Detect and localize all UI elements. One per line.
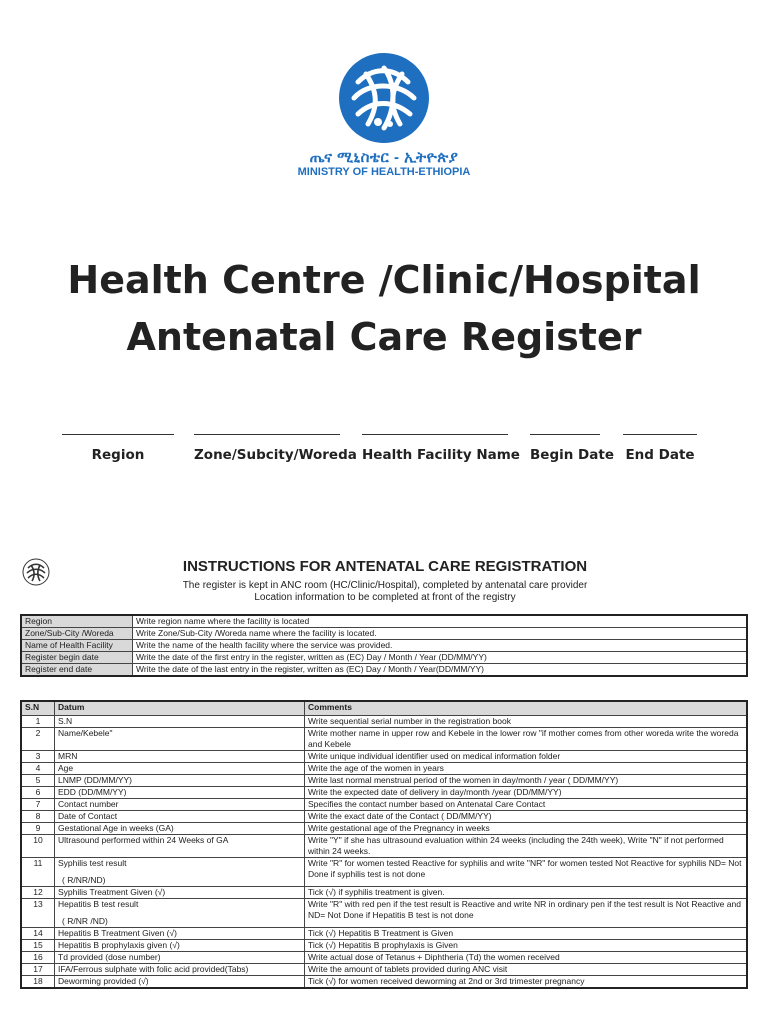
row-datum <box>55 787 305 799</box>
row-sn: 15 <box>21 940 55 952</box>
end-date-field[interactable] <box>623 434 697 463</box>
row-comment: Tick (√) if syphilis treatment is given. <box>305 887 748 899</box>
row-comment: Specifies the contact number based on Antenatal Care Contact <box>305 799 748 811</box>
row-datum-text: S.N <box>58 716 73 726</box>
location-label: Register begin date <box>21 652 133 664</box>
row-datum-text: EDD (DD/MM/YY) <box>58 787 127 797</box>
row-comment: Write actual dose of Tetanus + Diphtheria (Td) the women received <box>305 952 748 964</box>
row-datum-text: Date of Contact <box>58 811 118 821</box>
row-comment: Tick (√) Hepatitis B Treatment is Given <box>305 928 748 940</box>
row-datum <box>55 775 305 787</box>
row-sn: 9 <box>21 823 55 835</box>
row-sn: 8 <box>21 811 55 823</box>
location-row <box>21 664 747 677</box>
instructions-sub-1: The register is kept in ANC room (HC/Clinic/Hospital), completed by antenatal care provider <box>182 580 588 591</box>
table-row <box>21 823 747 835</box>
ministry-emblem-icon <box>338 52 430 144</box>
header-sn: S.N <box>21 701 55 716</box>
row-datum-sub: ( R/NR/ND) <box>62 875 106 885</box>
row-datum-text: Gestational Age in weeks (GA) <box>58 823 174 833</box>
location-instruction: Write the date of the last entry in the register, written as (EC) Day / Month / Year(DD/MM/YY) <box>133 664 748 677</box>
table-row <box>21 976 747 989</box>
datum-table-header <box>21 701 747 716</box>
table-row <box>21 775 747 787</box>
table-row <box>21 716 747 728</box>
row-datum <box>55 835 305 858</box>
zone-line <box>194 434 340 435</box>
row-comment: Write the expected date of delivery in day/month /year (DD/MM/YY) <box>305 787 748 799</box>
row-sn: 2 <box>21 728 55 751</box>
row-datum <box>55 899 305 928</box>
row-comment: Write unique individual identifier used on medical information folder <box>305 751 748 763</box>
location-label: Name of Health Facility <box>21 640 133 652</box>
header-datum: Datum <box>55 701 305 716</box>
region-label: Region <box>91 447 145 463</box>
row-sn: 10 <box>21 835 55 858</box>
row-datum-text: Contact number <box>58 799 119 809</box>
row-datum-sub: ( R/NR /ND) <box>62 916 108 926</box>
location-instruction: Write the date of the first entry in the register, written as (EC) Day / Month / Year (DD/MM/YY) <box>133 652 748 664</box>
row-datum <box>55 811 305 823</box>
row-datum-text: Hepatitis B Treatment Given (√) <box>58 928 177 938</box>
row-datum <box>55 928 305 940</box>
location-row <box>21 652 747 664</box>
row-datum <box>55 751 305 763</box>
row-datum <box>55 716 305 728</box>
row-datum <box>55 858 305 887</box>
logo-amharic-text: ጤና ሚኒስቴር - ኢትዮጵያ <box>309 149 459 166</box>
table-row <box>21 728 747 751</box>
row-sn: 12 <box>21 887 55 899</box>
ministry-logo <box>0 52 768 178</box>
row-datum-text: Syphilis test result <box>58 858 127 868</box>
row-datum <box>55 976 305 989</box>
row-datum-text: Syphilis Treatment Given (√) <box>58 887 166 897</box>
row-comment: Write last normal menstrual period of the women in day/month / year ( DD/MM/YY) <box>305 775 748 787</box>
row-comment: Write "R" with red pen if the test result is Reactive and write NR in ordinary pen if the test result is Not Reactive and ND= Not Done if Hepatitis B test is not done <box>305 899 748 928</box>
row-sn: 14 <box>21 928 55 940</box>
row-datum <box>55 763 305 775</box>
row-comment: Write the exact date of the Contact ( DD/MM/YY) <box>305 811 748 823</box>
row-sn: 13 <box>21 899 55 928</box>
row-datum-text: Hepatitis B test result <box>58 899 139 909</box>
begin-date-line <box>530 434 600 435</box>
row-sn: 3 <box>21 751 55 763</box>
table-row <box>21 763 747 775</box>
location-table <box>20 614 748 677</box>
row-comment: Tick (√) Hepatitis B prophylaxis is Given <box>305 940 748 952</box>
table-row <box>21 952 747 964</box>
location-row <box>21 615 747 628</box>
page-title <box>0 252 768 366</box>
row-datum-text: Name/Kebele" <box>58 728 113 738</box>
region-field[interactable] <box>62 434 174 463</box>
row-datum-text: LNMP (DD/MM/YY) <box>58 775 132 785</box>
end-date-line <box>623 434 697 435</box>
row-datum-text: IFA/Ferrous sulphate with folic acid provided(Tabs) <box>58 964 249 974</box>
row-comment: Write sequential serial number in the registration book <box>305 716 748 728</box>
row-sn: 18 <box>21 976 55 989</box>
row-datum-text: Ultrasound performed within 24 Weeks of GA <box>58 835 229 845</box>
row-datum <box>55 823 305 835</box>
table-row <box>21 811 747 823</box>
title-line-1: Health Centre /Clinic/Hospital <box>67 258 701 302</box>
location-label: Register end date <box>21 664 133 677</box>
row-datum <box>55 799 305 811</box>
row-datum <box>55 940 305 952</box>
table-row <box>21 899 747 928</box>
table-row <box>21 928 747 940</box>
zone-field[interactable] <box>194 434 357 463</box>
begin-date-field[interactable] <box>530 434 614 463</box>
row-sn: 17 <box>21 964 55 976</box>
location-instruction: Write Zone/Sub-City /Woreda name where the facility is located. <box>133 628 748 640</box>
row-comment: Write the age of the women in years <box>305 763 748 775</box>
location-label: Region <box>21 615 133 628</box>
row-comment: Write the amount of tablets provided during ANC visit <box>305 964 748 976</box>
facility-line <box>362 434 508 435</box>
table-row <box>21 787 747 799</box>
row-datum <box>55 728 305 751</box>
region-line <box>62 434 174 435</box>
instructions-title: INSTRUCTIONS FOR ANTENATAL CARE REGISTRATION <box>182 558 588 575</box>
row-datum-text: Hepatitis B prophylaxis given (√) <box>58 940 180 950</box>
facility-field[interactable] <box>362 434 520 463</box>
location-row <box>21 628 747 640</box>
row-sn: 4 <box>21 763 55 775</box>
zone-label: Zone/Subcity/Woreda <box>194 447 357 463</box>
row-datum-text: MRN <box>58 751 78 761</box>
instructions-subtitle <box>140 580 630 604</box>
row-datum <box>55 887 305 899</box>
row-comment: Write mother name in upper row and Kebele in the lower row "if mother comes from other woreda write the woreda and Kebele <box>305 728 748 751</box>
row-comment: Write gestational age of the Pregnancy in weeks <box>305 823 748 835</box>
datum-table <box>20 700 748 989</box>
header-comments: Comments <box>305 701 748 716</box>
title-line-2: Antenatal Care Register <box>126 315 642 359</box>
location-label: Zone/Sub-City /Woreda <box>21 628 133 640</box>
table-row <box>21 887 747 899</box>
row-datum <box>55 952 305 964</box>
row-datum-text: Td provided (dose number) <box>58 952 161 962</box>
table-row <box>21 751 747 763</box>
small-emblem-icon <box>22 558 50 586</box>
row-datum <box>55 964 305 976</box>
instructions-sub-2: Location information to be completed at front of the registry <box>254 592 516 603</box>
begin-date-label: Begin Date <box>530 447 614 463</box>
row-sn: 1 <box>21 716 55 728</box>
facility-label: Health Facility Name <box>362 447 520 463</box>
location-row <box>21 640 747 652</box>
row-comment: Write "R" for women tested Reactive for syphilis and write "NR" for women tested Not Reactive for syphilis ND= Not Done if syphilis test is not done <box>305 858 748 887</box>
row-sn: 11 <box>21 858 55 887</box>
table-row <box>21 835 747 858</box>
row-datum-text: Deworming provided (√) <box>58 976 149 986</box>
table-row <box>21 799 747 811</box>
row-sn: 16 <box>21 952 55 964</box>
row-datum-text: Age <box>58 763 74 773</box>
row-comment: Tick (√) for women received deworming at 2nd or 3rd trimester pregnancy <box>305 976 748 989</box>
row-sn: 5 <box>21 775 55 787</box>
row-sn: 6 <box>21 787 55 799</box>
table-row <box>21 964 747 976</box>
row-comment: Write "Y" if she has ultrasound evaluation within 24 weeks (including the 24th week), Write "N" if not performed within 24 weeks. <box>305 835 748 858</box>
logo-english-text: MINISTRY OF HEALTH-ETHIOPIA <box>297 166 471 178</box>
row-sn: 7 <box>21 799 55 811</box>
location-instruction: Write region name where the facility is located <box>133 615 748 628</box>
location-instruction: Write the name of the health facility where the service was provided. <box>133 640 748 652</box>
table-row <box>21 858 747 887</box>
end-date-label: End Date <box>625 447 695 463</box>
table-row <box>21 940 747 952</box>
